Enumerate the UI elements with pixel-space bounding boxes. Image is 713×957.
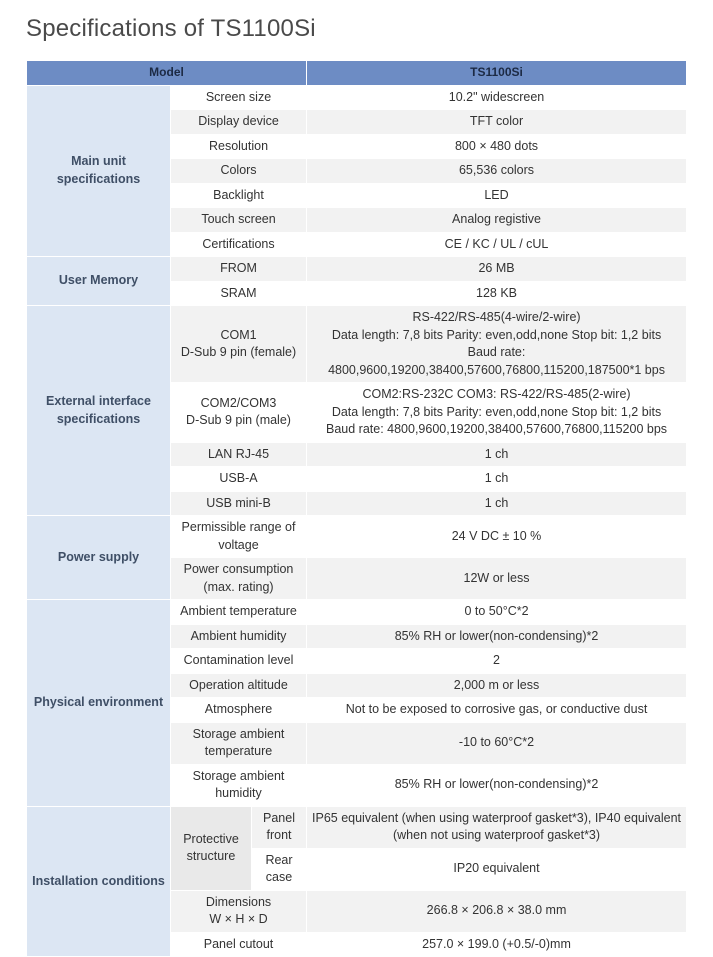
row-value: 266.8 × 206.8 × 38.0 mm — [307, 890, 687, 932]
row-value: 1 ch — [307, 442, 687, 467]
row-value: TFT color — [307, 110, 687, 135]
table-row — [27, 257, 687, 282]
com1-label-line: D-Sub 9 pin (female) — [180, 345, 297, 359]
row-label: Colors — [171, 159, 307, 184]
table-row — [27, 85, 687, 110]
header-model: Model — [27, 61, 307, 86]
com1-value-line: Data length: 7,8 bits Parity: even,odd,none Stop bit: 1,2 bits — [331, 327, 662, 342]
row-value: 1 ch — [307, 467, 687, 492]
row-value: 1 ch — [307, 491, 687, 516]
row-label: Storage ambient temperature — [171, 722, 307, 764]
row-value-com1 — [307, 306, 687, 383]
row-value: 257.0 × 199.0 (+0.5/-0)mm — [307, 932, 687, 957]
row-label-com1 — [171, 306, 307, 383]
com23-label-line: COM2/COM3 — [200, 395, 277, 410]
row-value: 85% RH or lower(non-condensing)*2 — [307, 624, 687, 649]
row-value: 2,000 m or less — [307, 673, 687, 698]
com23-label-line: D-Sub 9 pin (male) — [186, 413, 291, 428]
row-label: Touch screen — [171, 208, 307, 233]
specifications-table — [26, 60, 687, 957]
row-label: Resolution — [171, 134, 307, 159]
row-value: Not to be exposed to corrosive gas, or conductive dust — [307, 698, 687, 723]
row-sublabel: Panel front — [252, 806, 307, 848]
row-label: Power consumption (max. rating) — [171, 558, 307, 600]
category-user-memory: User Memory — [27, 257, 171, 306]
table-row — [27, 806, 687, 848]
row-value: 65,536 colors — [307, 159, 687, 184]
row-value: 26 MB — [307, 257, 687, 282]
row-value: 12W or less — [307, 558, 687, 600]
com23-value-line: Baud rate: 4800,9600,19200,38400,57600,76800,115200 bps — [325, 422, 668, 436]
category-physical-environment: Physical environment — [27, 600, 171, 807]
dimensions-label-line: Dimensions — [205, 894, 272, 909]
category-power-supply: Power supply — [27, 516, 171, 600]
row-label: USB mini-B — [171, 491, 307, 516]
row-label: Operation altitude — [171, 673, 307, 698]
page-title: Specifications of TS1100Si — [26, 15, 316, 42]
row-label: FROM — [171, 257, 307, 282]
table-row — [27, 306, 687, 383]
com1-value-line: Baud rate: — [467, 345, 526, 359]
row-value: CE / KC / UL / cUL — [307, 232, 687, 257]
category-installation: Installation conditions — [27, 806, 171, 957]
row-label: Backlight — [171, 183, 307, 208]
row-label: Certifications — [171, 232, 307, 257]
row-label: Atmosphere — [171, 698, 307, 723]
row-label: Permissible range of voltage — [171, 516, 307, 558]
dimensions-label-line: W × H × D — [209, 912, 268, 926]
row-value: 800 × 480 dots — [307, 134, 687, 159]
row-label-com23 — [171, 383, 307, 443]
row-label: Contamination level — [171, 649, 307, 674]
com23-value-line: COM2:RS-232C COM3: RS-422/RS-485(2-wire) — [362, 387, 631, 401]
com1-label-line: COM1 — [220, 327, 257, 342]
row-label: Ambient temperature — [171, 600, 307, 625]
com1-value-line: RS-422/RS-485(4-wire/2-wire) — [412, 310, 581, 324]
row-value: 0 to 50°C*2 — [307, 600, 687, 625]
row-value: 85% RH or lower(non-condensing)*2 — [307, 764, 687, 806]
header-model-name: TS1100Si — [307, 61, 687, 86]
row-value: LED — [307, 183, 687, 208]
table-row — [27, 516, 687, 558]
row-label: SRAM — [171, 281, 307, 306]
row-value: -10 to 60°C*2 — [307, 722, 687, 764]
row-value: 24 V DC ± 10 % — [307, 516, 687, 558]
row-label: Panel cutout — [171, 932, 307, 957]
row-label: LAN RJ-45 — [171, 442, 307, 467]
row-value-com23 — [307, 383, 687, 443]
row-value: IP65 equivalent (when using waterproof gasket*3), IP40 equivalent (when not using waterproof gasket*3) — [307, 806, 687, 848]
row-label: USB-A — [171, 467, 307, 492]
com1-value-line: 4800,9600,19200,38400,57600,76800,115200,187500*1 bps — [328, 362, 665, 377]
row-value: 2 — [307, 649, 687, 674]
com23-value-line: Data length: 7,8 bits Parity: even,odd,none Stop bit: 1,2 bits — [331, 404, 662, 419]
table-header-row — [27, 61, 687, 86]
row-sublabel: Rear case — [252, 848, 307, 890]
category-main-unit: Main unit specifications — [27, 85, 171, 257]
row-value: 128 KB — [307, 281, 687, 306]
row-label-dimensions — [171, 890, 307, 932]
row-label: Storage ambient humidity — [171, 764, 307, 806]
table-row — [27, 600, 687, 625]
row-label-protective-structure: Protective structure — [171, 806, 252, 890]
category-external-interface: External interface specifications — [27, 306, 171, 516]
row-label: Screen size — [171, 85, 307, 110]
row-value: IP20 equivalent — [307, 848, 687, 890]
row-label: Ambient humidity — [171, 624, 307, 649]
row-label: Display device — [171, 110, 307, 135]
row-value: 10.2" widescreen — [307, 85, 687, 110]
row-value: Analog registive — [307, 208, 687, 233]
